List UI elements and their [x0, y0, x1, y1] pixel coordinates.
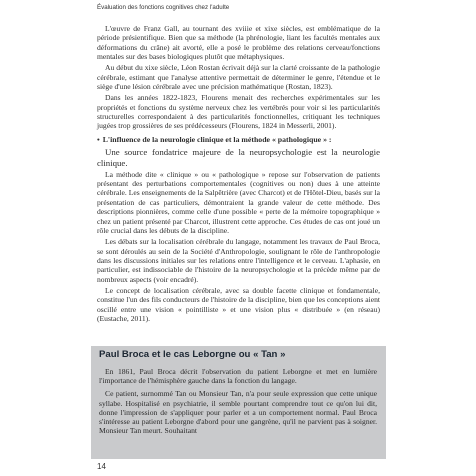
sidebar-box — [91, 346, 386, 459]
paragraph: Les débats sur la localisation cérébrale du langage, notamment les travaux de Paul Broca, se sont déroulés au sein de la Société d'Anthropologie, soulignant le rôle de l'anthropologie dans les discussions initiales sur les relations entre l'intelligence et le cerveau. L'aphasie, en particulier, est indissociable de l'histoire de la neuropsychologie et la précède même par de nombreux aspects (voir encadré). — [97, 237, 380, 284]
paragraph: Le concept de localisation cérébrale, avec sa double facette clinique et fondamentale, constitue l'un des fils conducteurs de l'histoire de la discipline, bien que les conceptions aient oscillé entre une vision « pointilliste » et une vision plus « distribuée » (en réseau) (Eustache, 2011). — [97, 285, 380, 323]
page-number: 14 — [97, 462, 106, 471]
box-title: Paul Broca et le cas Leborgne ou « Tan » — [99, 349, 286, 360]
main-text — [97, 24, 380, 325]
paragraph: La méthode dite « clinique » ou « pathologique » repose sur l'observation de patients présentant des perturbations comportementales (cognitives ou non) dues à une atteinte cérébrale. Les enseignements de la Salpêtrière (avec Charcot) et de l'Hôtel-Dieu, basés sur la présentation de cas particuliers, démontraient la grande valeur de cette méthode. Des descriptions pionnières, comme celle d'une possible « perte de la mémoire topographique » chez un patient présenté par Charcot, illustrent cette approche. Ces études de cas ont joué un rôle crucial dans les débuts de la discipline. — [97, 169, 380, 235]
section-heading-text: L'influence de la neurologie clinique et la méthode « pathologique » : — [102, 134, 332, 144]
bullet-icon: • — [97, 134, 100, 144]
section-heading — [97, 135, 380, 145]
box-paragraph: En 1861, Paul Broca décrit l'observation du patient Leborgne et met en lumière l'importance de l'hémisphère gauche dans la fonction du langage. — [99, 367, 377, 386]
box-paragraph: Ce patient, surnommé Tan ou Monsieur Tan, n'a pour seule expression que cette unique syllabe. Hospitalisé en psychiatrie, il semble pourtant comprendre tout ce qu'on lui dit, donne l'impression de s'appliquer pour parler et a un comportement normal. Paul Broca s'intéresse au patient Leborgne d'abord pour une gangrène, qu'il ne parvient pas à soigner. Monsieur Tan meurt. Souhaitant — [99, 389, 377, 436]
box-text — [99, 367, 377, 439]
running-header: Évaluation des fonctions cognitives chez l'adulte — [97, 4, 230, 11]
paragraph: Une source fondatrice majeure de la neuropsychologie est la neurologie clinique. — [97, 147, 380, 168]
paragraph: L'œuvre de Franz Gall, au tournant des xviiie et xixe siècles, est emblématique de la période présientifique. Bien que sa méthode (la phrénologie, liant les facultés mentales aux déformations du crâne) ait avorté, elle a posé le problème des relations cerveau/fonctions mentales sur des bases biologiques plutôt que métaphysiques. — [97, 24, 380, 62]
paragraph: Dans les années 1822-1823, Flourens menait des recherches expérimentales sur les propriétés et fonctions du système nerveux chez les vertébrés pour voir si les particularités structurelles correspondaient à des particularités fonctionnelles, critiquant les techniques jugées trop grossières de ses prédécesseurs (Flourens, 1824 in Messerli, 2001). — [97, 93, 380, 131]
paragraph: Au début du xixe siècle, Léon Rostan écrivait déjà sur la clarté croissante de la pathologie cérébrale, estimant que l'analyse attentive permettait de déterminer le genre, l'étendue et le siège d'une lésion cérébrale avec une précision mathématique (Rostan, 1823). — [97, 63, 380, 92]
